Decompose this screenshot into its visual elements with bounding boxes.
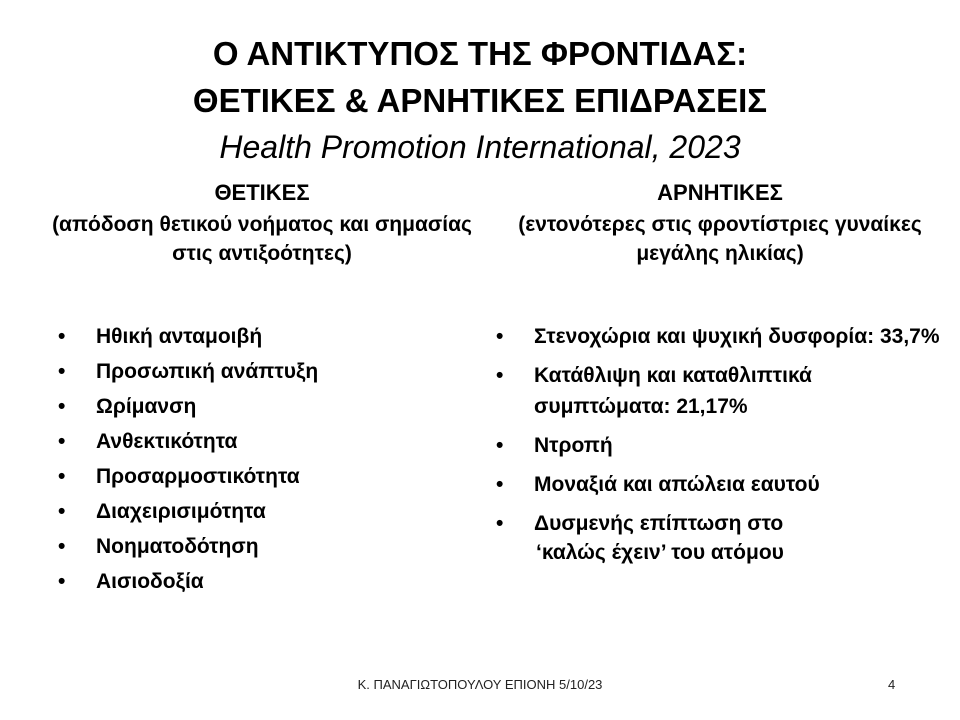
list-item-text: Νοηματοδότηση: [96, 535, 259, 558]
negative-list-continuation: ‘καλώς έχειν’ του ατόμου: [536, 541, 784, 564]
list-item-text: Διαχειρισιμότητα: [96, 500, 266, 523]
list-item: [496, 360, 946, 422]
positive-list: [58, 321, 478, 601]
list-item: [58, 531, 478, 562]
bullet-icon: •: [496, 512, 504, 535]
list-item: [58, 356, 478, 387]
slide-footer: Κ. ΠΑΝΑΓΙΩΤΟΠΟΥΛΟΥ ΕΠΙΟΝΗ 5/10/23: [357, 677, 603, 692]
list-item: [58, 566, 478, 597]
list-item: [58, 461, 478, 492]
list-item: [58, 496, 478, 527]
negative-effects-column: [490, 176, 950, 564]
list-item: [496, 469, 946, 500]
list-item: [496, 321, 946, 352]
bullet-icon: •: [58, 360, 66, 383]
list-item-text: Ωρίμανση: [96, 395, 197, 418]
list-item-text: Προσωπική ανάπτυξη: [96, 360, 319, 383]
list-item-text: Στενοχώρια και ψυχική δυσφορία: 33,7%: [534, 325, 940, 348]
positive-subheading: (απόδοση θετικού νοήματος και σημασίας στις αντιξοότητες): [52, 213, 472, 265]
list-item: [58, 391, 478, 422]
bullet-icon: •: [58, 395, 66, 418]
list-item: [58, 426, 478, 457]
bullet-icon: •: [58, 535, 66, 558]
bullet-icon: •: [496, 473, 504, 496]
title-line-1: Ο ΑΝΤΙΚΤΥΠΟΣ ΤΗΣ ΦΡΟΝΤΙΔΑΣ:: [212, 35, 748, 72]
bullet-icon: •: [58, 500, 66, 523]
list-item-text: Ηθική ανταμοιβή: [96, 325, 263, 348]
bullet-icon: •: [58, 465, 66, 488]
page-number: 4: [888, 677, 896, 692]
bullet-icon: •: [58, 570, 66, 593]
bullet-icon: •: [496, 434, 504, 457]
title-citation: Health Promotion International, 2023: [219, 129, 741, 165]
list-item: [496, 508, 946, 539]
list-item-text: Δυσμενής επίπτωση στο: [534, 512, 784, 535]
list-item-text: Ανθεκτικότητα: [96, 430, 238, 453]
list-item-text: Κατάθλιψη και καταθλιπτικά συμπτώματα: 21,17%: [534, 364, 812, 418]
bullet-icon: •: [58, 325, 66, 348]
list-item-text: Προσαρμοστικότητα: [96, 465, 300, 488]
list-item: [496, 430, 946, 461]
title-line-2: ΘΕΤΙΚΕΣ & ΑΡΝΗΤΙΚΕΣ ΕΠΙΔΡΑΣΕΙΣ: [192, 82, 768, 119]
list-item: [58, 321, 478, 352]
negative-heading: ΑΡΝΗΤΙΚΕΣ: [657, 180, 783, 205]
bullet-icon: •: [58, 430, 66, 453]
bullet-icon: •: [496, 325, 504, 348]
list-item-text: Ντροπή: [534, 434, 613, 457]
list-item-text: Μοναξιά και απώλεια εαυτού: [534, 473, 820, 496]
bullet-icon: •: [496, 364, 504, 387]
slide-title: [0, 30, 960, 170]
positive-heading: ΘΕΤΙΚΕΣ: [214, 180, 310, 205]
list-item-text: Αισιοδοξία: [96, 570, 204, 593]
negative-list: [496, 321, 946, 547]
positive-effects-column: [32, 176, 492, 593]
negative-subheading: (εντονότερες στις φροντίστριες γυναίκες μεγάλης ηλικίας): [518, 213, 922, 265]
